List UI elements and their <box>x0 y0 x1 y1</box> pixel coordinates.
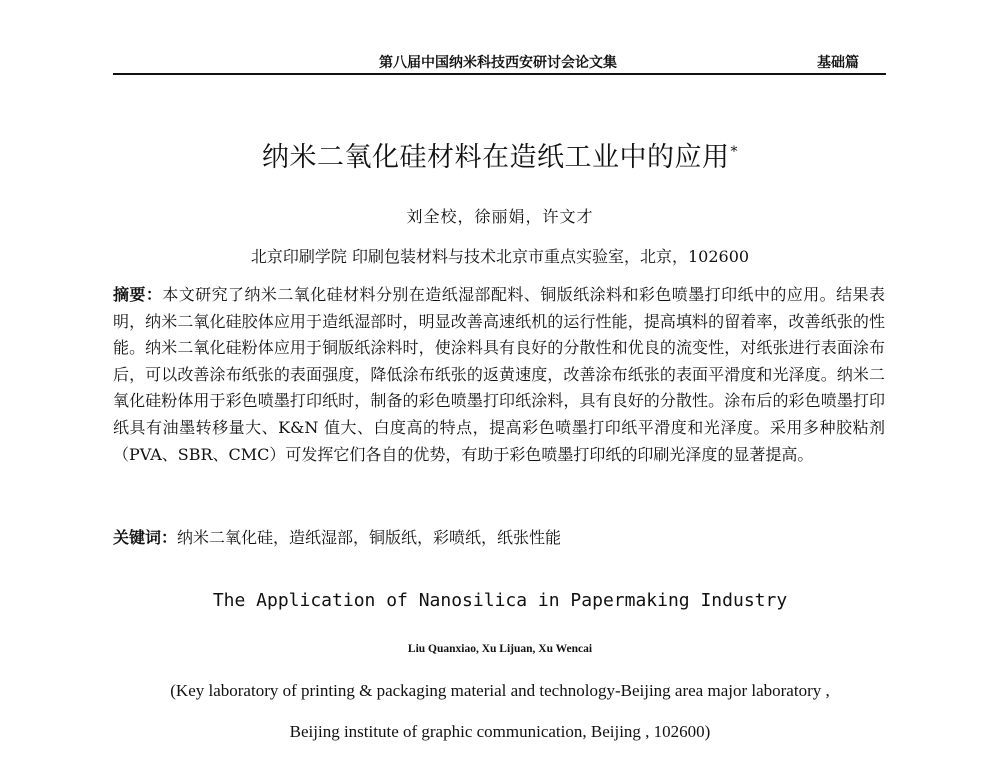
affiliation-en-line-1: (Key laboratory of printing & packaging material and technology-Beijing area major laboratory , <box>170 681 830 700</box>
conference-name: 第八届中国纳米科技西安研讨会论文集 <box>379 55 617 71</box>
section-name: 基础篇 <box>817 55 859 71</box>
header-rule <box>113 73 886 75</box>
keywords-cn <box>113 525 885 548</box>
authors-cn: 刘全校，徐丽娟，许文才 <box>406 207 594 226</box>
abstract-cn <box>113 282 885 468</box>
keywords-label: 关键词： <box>113 528 178 547</box>
title-footnote-mark: * <box>730 144 738 160</box>
abstract-label: 摘要： <box>113 285 163 304</box>
running-header <box>113 50 883 72</box>
keywords-text: 纳米二氧化硅，造纸湿部，铜版纸，彩喷纸，纸张性能 <box>177 528 562 547</box>
paper-title-en: The Application of Nanosilica in Papermaking Industry <box>212 590 788 611</box>
paper-title-text: 纳米二氧化硅材料在造纸工业中的应用 <box>262 142 730 173</box>
affiliation-cn: 北京印刷学院 印刷包装材料与技术北京市重点实验室，北京，102600 <box>250 247 750 266</box>
abstract-text: 本文研究了纳米二氧化硅材料分别在造纸湿部配料、铜版纸涂料和彩色喷墨打印纸中的应用。结果表明，纳米二氧化硅胶体应用于造纸湿部时，明显改善高速纸机的运行性能，提高填料的留着率，改善纸张的性能。纳米二氧化硅粉体应用于铜版纸涂料时，使涂料具有良好的分散性和优良的流变性，对纸张进行表面涂布后，可以改善涂布纸张的表面强度，降低涂布纸张的返黄速度，改善涂布纸张的表面平滑度和光泽度。纳米二氧化硅粉体用于彩色喷墨打印纸时，制备的彩色喷墨打印纸涂料，具有良好的分散性。涂布后的彩色喷墨打印纸具有油墨转移量大、K&N 值大、白度高的特点，提高彩色喷墨打印纸平滑度和光泽度。采用多种胶粘剂（PVA、SBR、CMC）可发挥它们各自的优势，有助于彩色喷墨打印纸的印刷光泽度的显著提高。 <box>113 285 885 464</box>
affiliation-en-line-2: Beijing institute of graphic communication, Beijing , 102600) <box>289 722 711 741</box>
authors-en: Liu Quanxiao, Xu Lijuan, Xu Wencai <box>407 643 593 655</box>
paper-title-cn <box>0 135 1000 174</box>
